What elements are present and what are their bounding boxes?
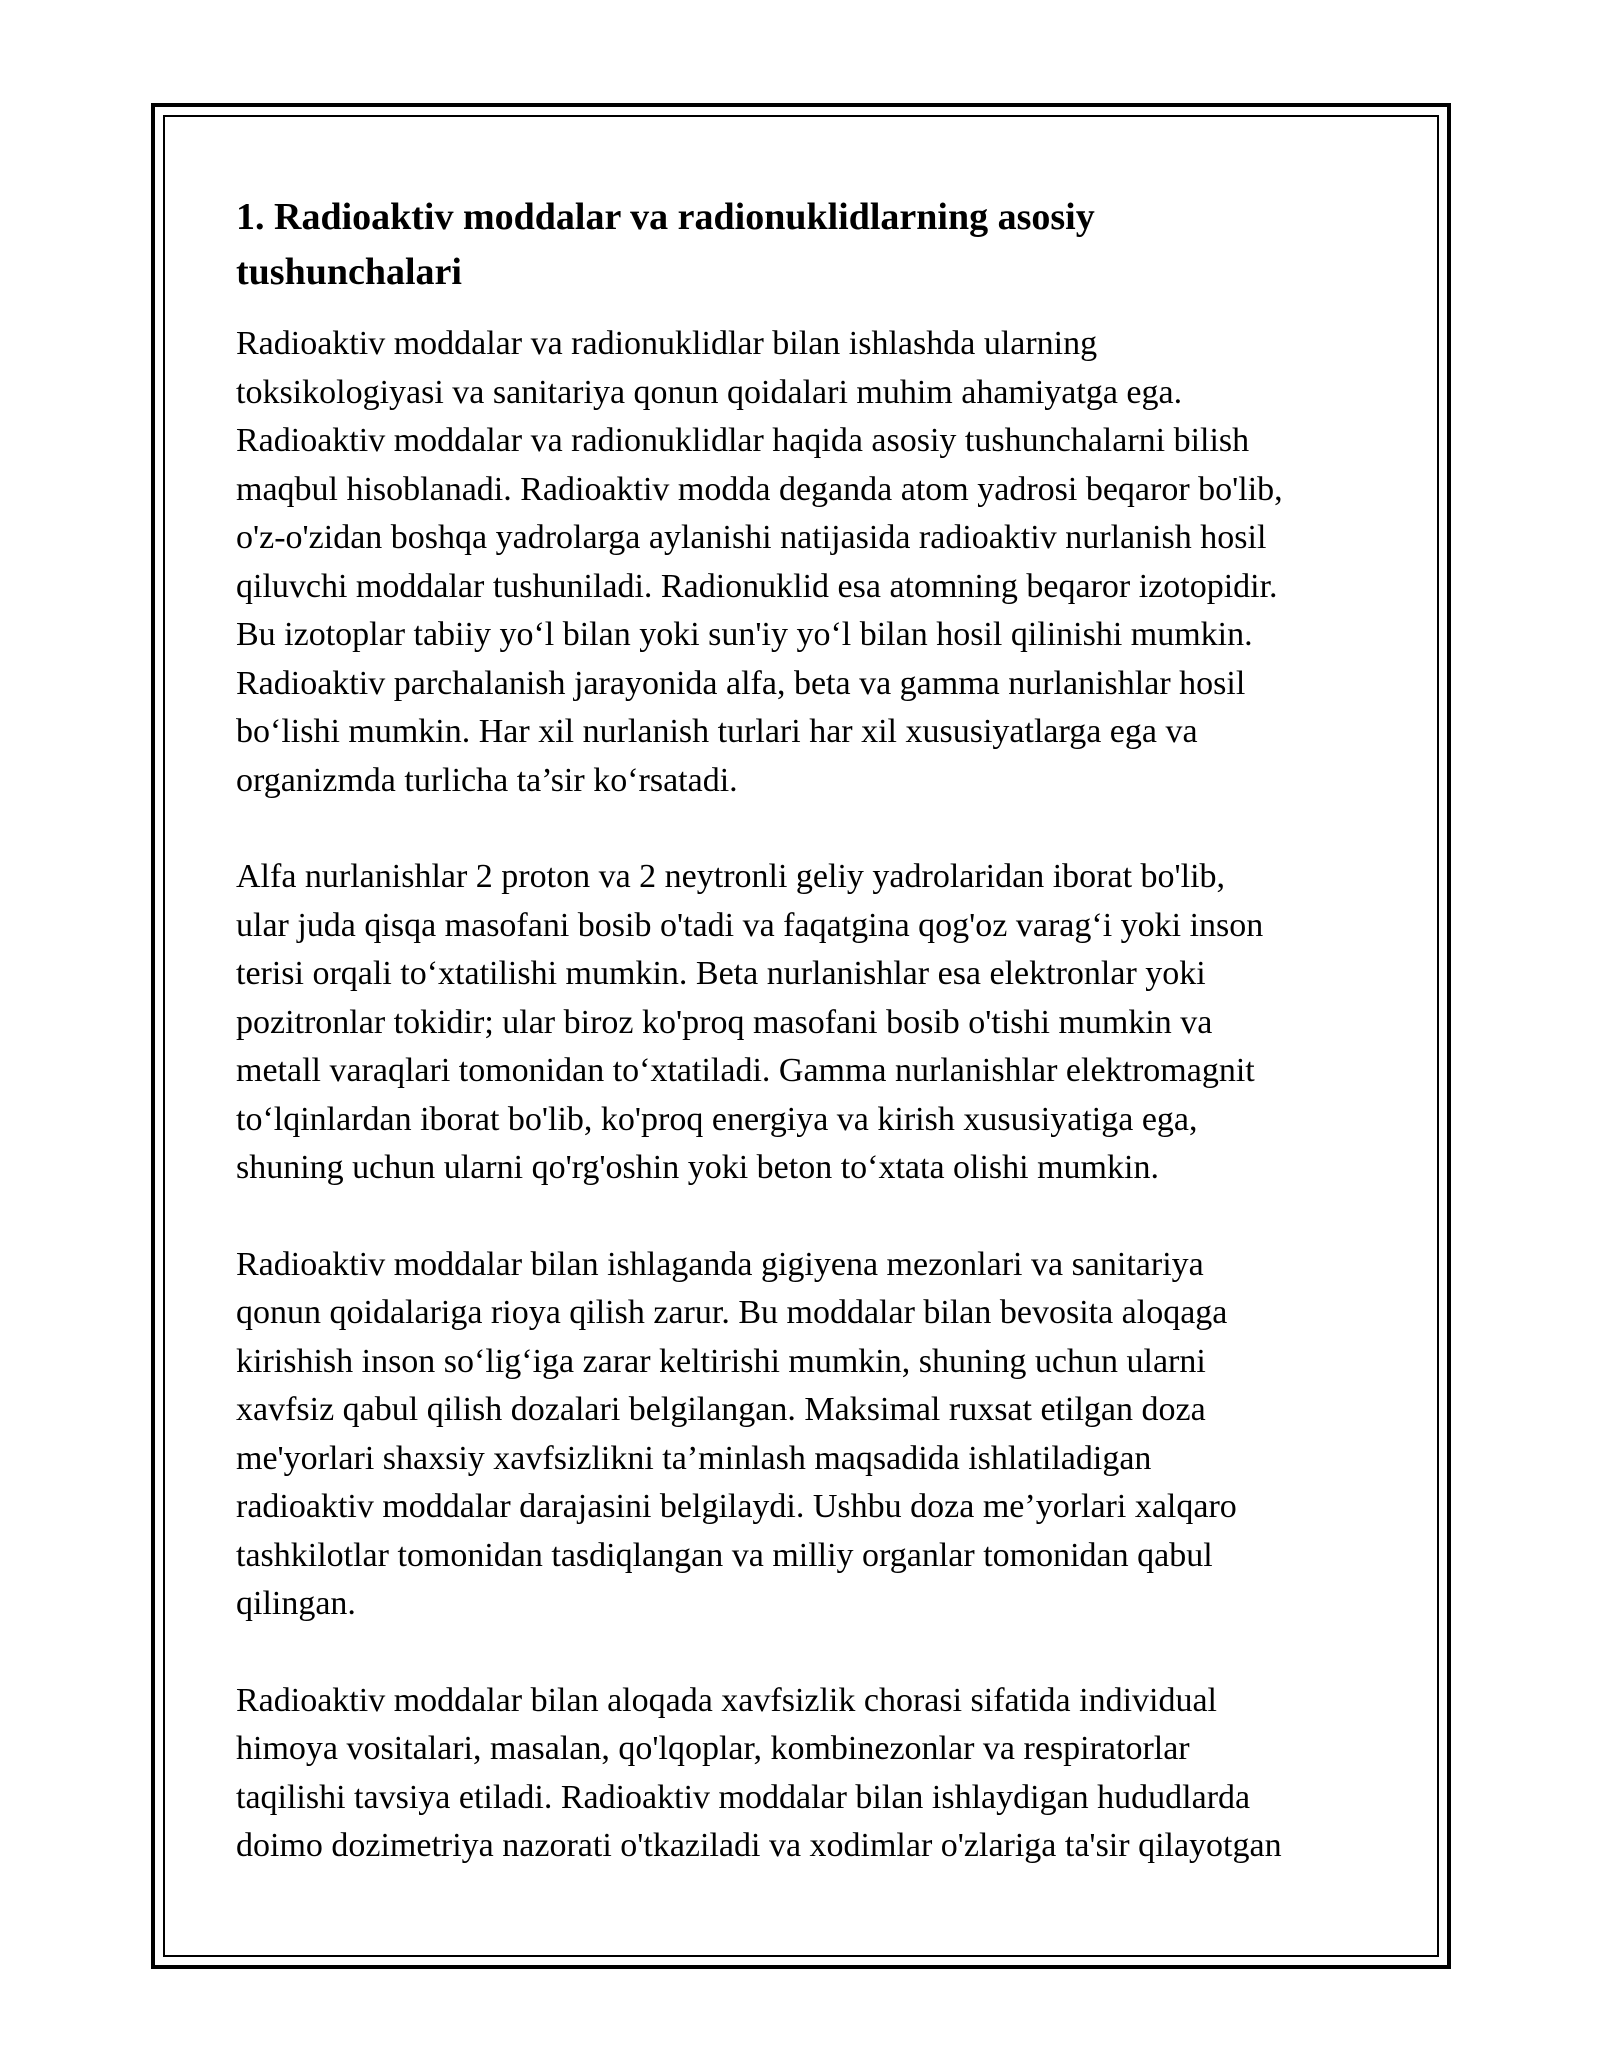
section-title: 1. Radioaktiv moddalar va radionuklidlarning asosiy tushunchalari [236,196,1095,293]
paragraph-4: Radioaktiv moddalar bilan aloqada xavfsizlik chorasi sifatida individual himoya vositalari, masalan, qo'lqoplar, kombinezonlar va respiratorlar taqilishi tavsiya etiladi. Radioaktiv moddalar bilan ishlaydigan hududlarda doimo dozimetriya nazorati o'tkaziladi va xodimlar o'zlariga ta'sir qilayotgan [236,1681,1282,1864]
paragraph-1: Radioaktiv moddalar va radionuklidlar bilan ishlashda ularning toksikologiyasi va sanitariya qonun qoidalari muhim ahamiyatga ega. Radioaktiv moddalar va radionuklidlar haqida asosiy tushunchalarni bilish maqbul hisoblanadi. Radioaktiv modda deganda atom yadrosi beqaror bo'lib, o'z-o'zidan boshqa yadrolarga aylanishi natijasida radioaktiv nurlanish hosil qiluvchi moddalar tushuniladi. Radionuklid esa atomning beqaror izotopidir. Bu izotoplar tabiiy yo‘l bilan yoki sun'iy yo‘l bilan hosil qilinishi mumkin. Radioaktiv parchalanish jarayonida alfa, beta va gamma nurlanishlar hosil bo‘lishi mumkin. Har xil nurlanish turlari har xil xususiyatlarga ega va organizmda turlicha ta’sir ko‘rsatadi. [236,325,1283,799]
paragraph-3: Radioaktiv moddalar bilan ishlaganda gigiyena mezonlari va sanitariya qonun qoidalariga rioya qilish zarur. Bu moddalar bilan bevosita aloqaga kirishish inson so‘lig‘iga zarar keltirishi mumkin, shuning uchun ularni xavfsiz qabul qilish dozalari belgilangan. Maksimal ruxsat etilgan doza me'yorlari shaxsiy xavfsizlikni ta’minlash maqsadida ishlatiladigan radioaktiv moddalar darajasini belgilaydi. Ushbu doza me’yorlari xalqaro tashkilotlar tomonidan tasdiqlangan va milliy organlar tomonidan qabul qilingan. [236,1245,1237,1622]
document-body [236,190,1381,1919]
paragraph-2: Alfa nurlanishlar 2 proton va 2 neytronli geliy yadrolaridan iborat bo'lib, ular juda qisqa masofani bosib o'tadi va faqatgina qog'oz varag‘i yoki inson terisi orqali to‘xtatilishi mumkin. Beta nurlanishlar esa elektronlar yoki pozitronlar tokidir; ular biroz ko'proq masofani bosib o'tishi mumkin va metall varaqlari tomonidan to‘xtatiladi. Gamma nurlanishlar elektromagnit to‘lqinlardan iborat bo'lib, ko'proq energiya va kirish xususiyatiga ega, shuning uchun ularni qo'rg'oshin yoki beton to‘xtata olishi mumkin. [236,858,1264,1186]
